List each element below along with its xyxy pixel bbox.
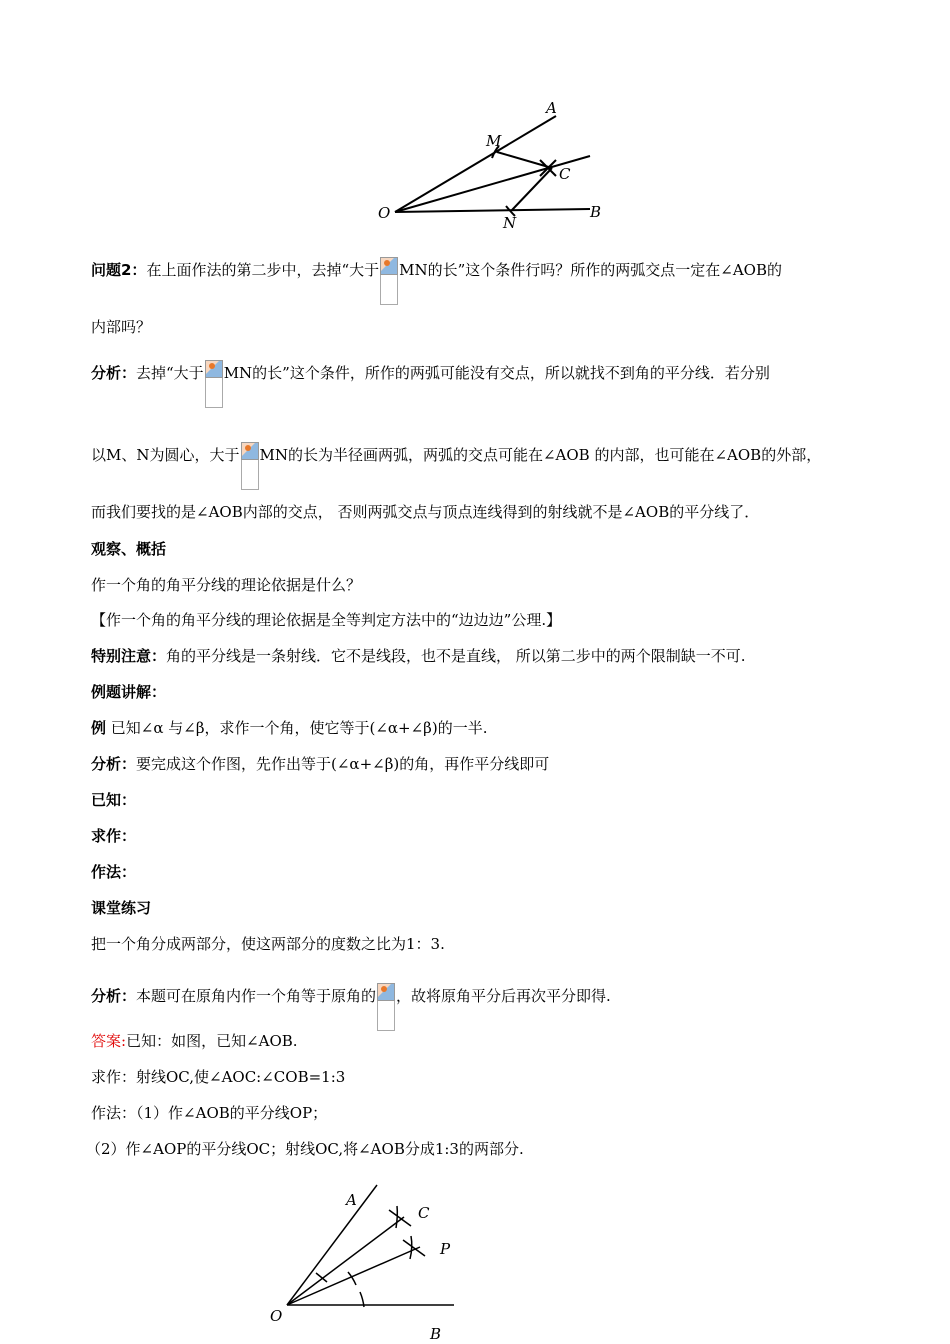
fraction-quarter-image	[377, 983, 395, 1031]
example-construct: 求作：	[91, 827, 137, 845]
example-text: 已知∠α 与∠β，求作一个角，使它等于(∠α+∠β)的一半.	[106, 719, 488, 737]
fig2-label-p: P	[440, 1240, 451, 1258]
fraction-half-image	[241, 442, 259, 490]
fig1-label-a: A	[546, 99, 557, 117]
question2-text-b: MN的长”这个条件行吗？所作的两弧交点一定在∠AOB的	[399, 261, 782, 279]
question2-text-a: 在上面作法的第二步中，去掉“大于	[146, 261, 380, 279]
example-analysis-text: 要完成这个作图，先作出等于(∠α+∠β)的角，再作平分线即可	[136, 755, 550, 773]
answer-text1: 已知：如图，已知∠AOB.	[126, 1032, 298, 1050]
fig2-label-a: A	[346, 1191, 357, 1209]
fig2-label-b: B	[430, 1325, 442, 1343]
answer-line2: 求作：射线OC,使∠AOC:∠COB=1:3	[91, 1068, 346, 1086]
answer-line4: （2）作∠AOP的平分线OC；射线OC,将∠AOB分成1:3的两部分.	[86, 1140, 524, 1158]
example-line	[91, 719, 487, 737]
example-heading: 例题讲解：	[91, 683, 167, 701]
practice-analysis-text-a: 本题可在原角内作一个角等于原角的	[136, 987, 377, 1005]
example-method: 作法：	[91, 863, 137, 881]
analysis1-text-d: MN的长为半径画两弧，两弧的交点可能在∠AOB 的内部，也可能在∠AOB的外部，	[259, 446, 822, 464]
example-known: 已知：	[91, 791, 137, 809]
example-label: 例	[91, 719, 107, 737]
practice-analysis	[91, 983, 611, 1031]
analysis1-text-c: 以M、N为圆心，大于	[91, 446, 240, 464]
fraction-half-image	[380, 257, 398, 305]
practice-analysis-label: 分析：	[91, 987, 137, 1005]
example-analysis-label: 分析：	[91, 755, 137, 773]
fig1-label-c: C	[559, 165, 571, 183]
analysis1-line3: 而我们要找的是∠AOB内部的交点， 否则两弧交点与顶点连线得到的射线就不是∠AOB的平分线了．	[91, 503, 760, 521]
fig1-label-b: B	[590, 203, 602, 221]
analysis1-line2	[91, 442, 821, 490]
analysis1-label: 分析：	[91, 364, 137, 382]
question2-label: 问题2：	[91, 261, 147, 279]
fig1-label-m: M	[486, 132, 502, 150]
analysis1-text-a: 去掉“大于	[136, 364, 204, 382]
analysis1-text-b: MN的长”这个条件，所作的两弧可能没有交点，所以就找不到角的平分线．若分别	[223, 364, 770, 382]
practice-problem: 把一个角分成两部分，使这两部分的度数之比为1：3.	[91, 935, 445, 953]
answer-line1	[91, 1032, 298, 1050]
answer-label: 答案:	[91, 1032, 127, 1050]
fig2-label-o: O	[270, 1307, 283, 1325]
observe-answer: 【作一个角的角平分线的理论依据是全等判定方法中的“边边边”公理.】	[91, 611, 562, 629]
fig2-label-c: C	[418, 1204, 430, 1222]
practice-analysis-text-b: ，故将原角平分后再次平分即得.	[396, 987, 611, 1005]
note-label: 特别注意：	[91, 647, 167, 665]
answer-line3: 作法：（1）作∠AOB的平分线OP；	[91, 1104, 328, 1122]
figure-trisect-construction	[0, 1144, 950, 1344]
question2-line2: 内部吗？	[91, 318, 152, 336]
analysis1-line1	[91, 360, 770, 408]
note-text: 角的平分线是一条射线．它不是线段，也不是直线， 所以第二步中的两个限制缺一不可.	[166, 647, 746, 665]
example-analysis	[91, 755, 549, 773]
observe-question: 作一个角的角平分线的理论依据是什么？	[91, 576, 362, 594]
fig1-label-n: N	[503, 214, 517, 232]
note-line	[91, 647, 746, 665]
observe-heading: 观察、概括	[91, 540, 167, 558]
figure-angle-bisector-construction	[0, 0, 950, 240]
fraction-half-image	[205, 360, 223, 408]
fig1-label-o: O	[378, 204, 391, 222]
practice-heading: 课堂练习	[91, 899, 152, 917]
question2-line	[91, 257, 782, 305]
